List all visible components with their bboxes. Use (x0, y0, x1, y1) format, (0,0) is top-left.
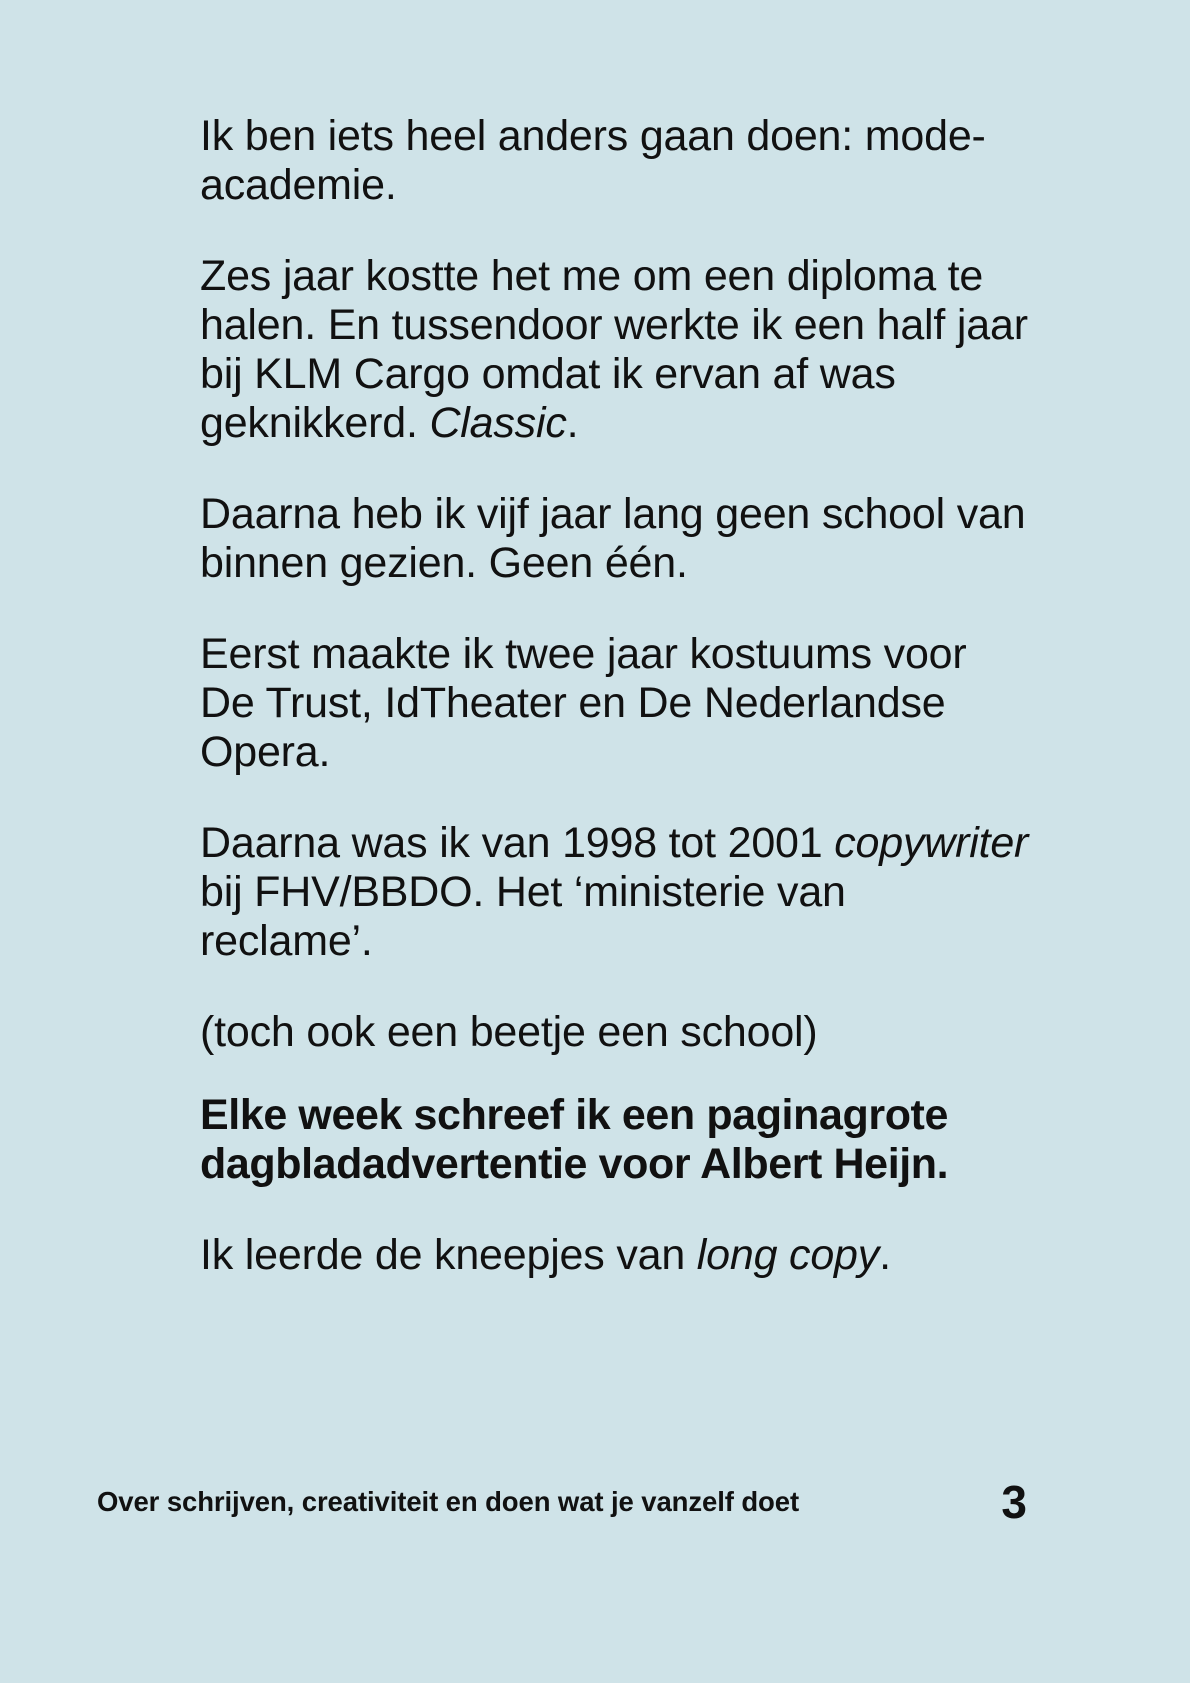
paragraph-text-tail: . (566, 399, 579, 448)
page-body-text (200, 112, 1030, 1280)
paragraph-costumes (200, 630, 1030, 777)
paragraph-intro (200, 112, 1030, 210)
paragraph-long-copy (200, 1231, 1030, 1280)
page-number: 3 (1001, 1476, 1027, 1528)
paragraph-text: (toch ook een beetje een school) (200, 1008, 818, 1057)
emphasis-copywriter: copywriter (834, 819, 1029, 868)
paragraph-copywriter (200, 819, 1030, 966)
paragraph-no-school (200, 490, 1030, 588)
paragraph-text: Ik leerde de kneepjes van (200, 1231, 697, 1280)
paragraph-text: Ik ben iets heel anders gaan doen: mode-academie. (200, 112, 986, 210)
emphasis-long-copy: long copy (696, 1231, 880, 1280)
paragraph-text-tail: . (879, 1231, 891, 1280)
paragraph-text-tail: bij FHV/BBDO. Het ‘ministerie van reclame’. (200, 868, 846, 966)
paragraph-albert-heijn (200, 1091, 1030, 1189)
paragraph-text: Zes jaar kostte het me om een diploma te halen. En tussendoor werkte ik een half jaar bij KLM Cargo omdat ik ervan af was geknikkerd. (200, 252, 1028, 448)
paragraph-diploma (200, 252, 1030, 448)
page-footer (0, 1443, 1190, 1683)
paragraph-text: Eerst maakte ik twee jaar kostuums voor De Trust, IdTheater en De Nederlandse Opera. (200, 630, 967, 777)
paragraph-aside-school (200, 1008, 1030, 1057)
emphasis-classic: Classic (429, 399, 567, 448)
paragraph-text: Daarna was ik van 1998 tot 2001 (200, 819, 835, 868)
paragraph-text: Daarna heb ik vijf jaar lang geen school van binnen gezien. Geen één. (200, 490, 1026, 588)
paragraph-text: Elke week schreef ik een paginagrote dagbladadvertentie voor Albert Heijn. (200, 1091, 949, 1189)
footer-caption: Over schrijven, creativiteit en doen wat je vanzelf doet (97, 1485, 800, 1517)
